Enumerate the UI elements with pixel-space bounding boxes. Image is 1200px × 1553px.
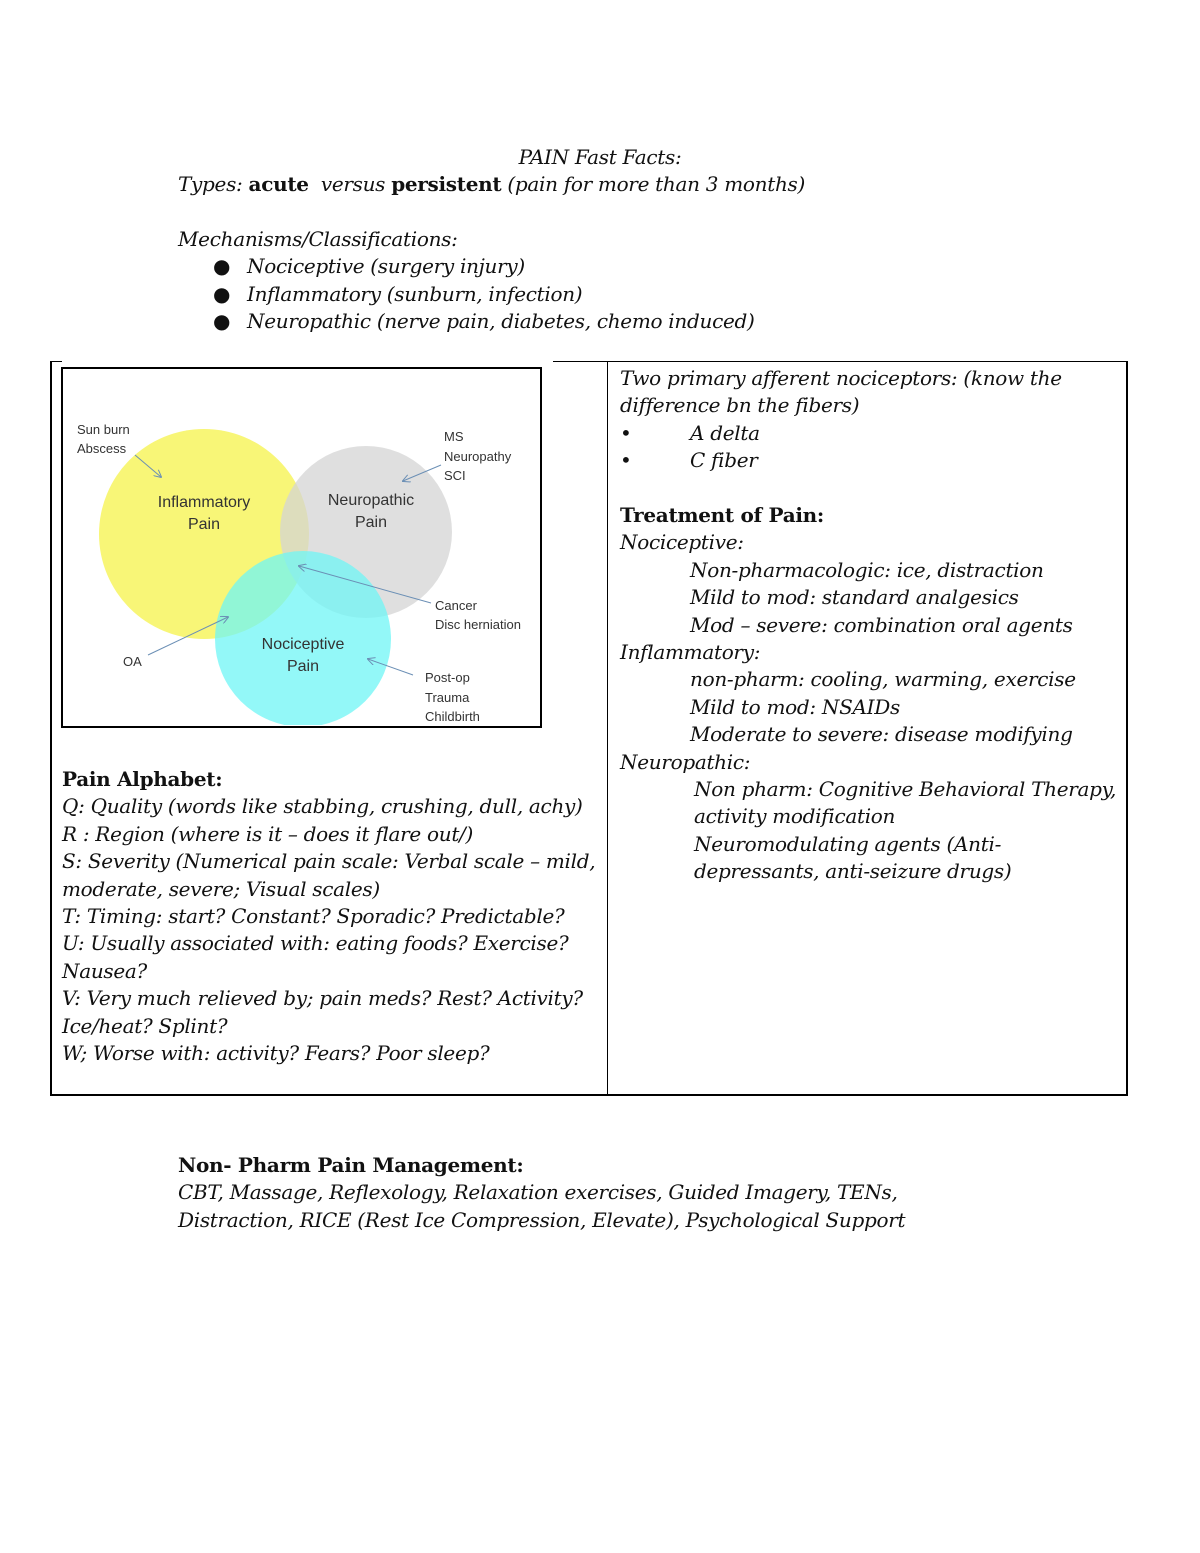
bullet: ● — [213, 309, 231, 333]
treatment-item: Non-pharmacologic: ice, distraction — [690, 557, 1044, 582]
treatment-inflammatory-label: Inflammatory: — [620, 640, 761, 665]
bullet: ● — [213, 254, 231, 278]
type-persistent: persistent — [391, 172, 502, 196]
treatment-item: Mod – severe: combination oral agents — [690, 612, 1073, 637]
mechanism-item: Nociceptive (surgery injury) — [247, 254, 525, 278]
mechanism-item: Inflammatory (sunburn, infection) — [247, 282, 583, 306]
nociceptive-label-1: Nociceptive — [261, 636, 345, 653]
nociceptive-label-2: Pain — [286, 658, 320, 675]
treatment-item: Mild to mod: standard analgesics — [690, 585, 1019, 610]
neuropathy-label: Neuropathy — [444, 449, 512, 464]
nociceptors-intro: Two primary afferent nociceptors: (know the difference bn the fibers) — [620, 366, 1062, 418]
pain-alphabet-heading: Pain Alphabet: — [62, 767, 223, 791]
table-column-divider — [607, 361, 608, 1096]
pain-alphabet-line: T: Timing: start? Constant? Sporadic? Predictable? — [62, 904, 565, 929]
ms-label: MS — [444, 429, 464, 444]
fiber-item-a-delta: • A delta — [620, 420, 1120, 447]
treatment-item: Non pharm: Cognitive Behavioral Therapy, activity modification — [694, 777, 1117, 829]
pain-alphabet-line: Q: Quality (words like stabbing, crushing, dull, achy) — [62, 794, 583, 819]
pain-alphabet-section — [62, 766, 602, 1067]
pain-alphabet-line: V: Very much relieved by; pain meds? Rest? Activity? Ice/heat? Splint? — [62, 986, 583, 1038]
table-top-border — [50, 361, 62, 362]
inflammatory-label-1: Inflammatory — [157, 494, 251, 511]
pain-venn-diagram — [61, 367, 542, 728]
types-line — [178, 171, 805, 198]
versus-text: versus — [320, 172, 386, 196]
treatment-item: Moderate to severe: disease modifying — [690, 722, 1073, 747]
table-top-border — [553, 361, 1128, 362]
cancer-label: Cancer — [435, 598, 477, 613]
trauma-label: Trauma — [425, 690, 470, 705]
abscess-label: Abscess — [77, 441, 127, 456]
inflammatory-label-2: Pain — [187, 516, 221, 533]
non-pharm-heading: Non- Pharm Pain Management: — [178, 1153, 524, 1177]
disc-herniation-label: Disc herniation — [435, 617, 521, 632]
pain-alphabet-line: R : Region (where is it – does it flare out/) — [62, 821, 474, 846]
treatment-nociceptive-label: Nociceptive: — [620, 530, 744, 555]
venn-svg — [63, 369, 539, 725]
bullet: ● — [213, 282, 231, 306]
pain-alphabet-line: U: Usually associated with: eating foods? Exercise? Nausea? — [62, 931, 569, 983]
postop-label: Post-op — [425, 670, 470, 685]
mechanism-item: Neuropathic (nerve pain, diabetes, chemo induced) — [247, 309, 755, 333]
type-acute: acute — [248, 172, 309, 196]
non-pharm-section — [178, 1152, 1078, 1234]
persistent-note: (pain for more than 3 months) — [507, 172, 805, 196]
neuropathic-label-1: Neuropathic — [327, 492, 415, 509]
treatment-item: Neuromodulating agents (Anti-depressants, anti-seizure drugs) — [694, 831, 1012, 884]
fiber-item-c: • C fiber — [620, 447, 1120, 474]
mechanisms-heading: Mechanisms/Classifications: — [178, 227, 458, 251]
neuropathic-label-2: Pain — [354, 514, 388, 531]
treatment-item: non-pharm: cooling, warming, exercise — [690, 667, 1076, 692]
treatment-neuropathic-label: Neuropathic: — [620, 749, 751, 774]
types-label: Types: — [178, 172, 243, 196]
treatment-item: Mild to mod: NSAIDs — [690, 694, 900, 719]
sci-label: SCI — [444, 468, 466, 483]
oa-label: OA — [123, 654, 142, 669]
page-title: PAIN Fast Facts: — [518, 145, 682, 169]
sunburn-label: Sun burn — [77, 422, 130, 437]
treatment-column — [620, 365, 1120, 886]
pain-alphabet-line: W; Worse with: activity? Fears? Poor sleep? — [62, 1041, 490, 1066]
spacer — [620, 475, 1120, 502]
pain-alphabet-line: S: Severity (Numerical pain scale: Verbal scale – mild, moderate, severe; Visual scales) — [62, 849, 596, 901]
treatment-heading: Treatment of Pain: — [620, 503, 825, 528]
childbirth-label: Childbirth — [425, 709, 480, 724]
non-pharm-text: CBT, Massage, Reflexology, Relaxation exercises, Guided Imagery, TENs, Distraction, RICE (Rest Ice Compression, Elevate), Psychological Support — [178, 1180, 906, 1232]
